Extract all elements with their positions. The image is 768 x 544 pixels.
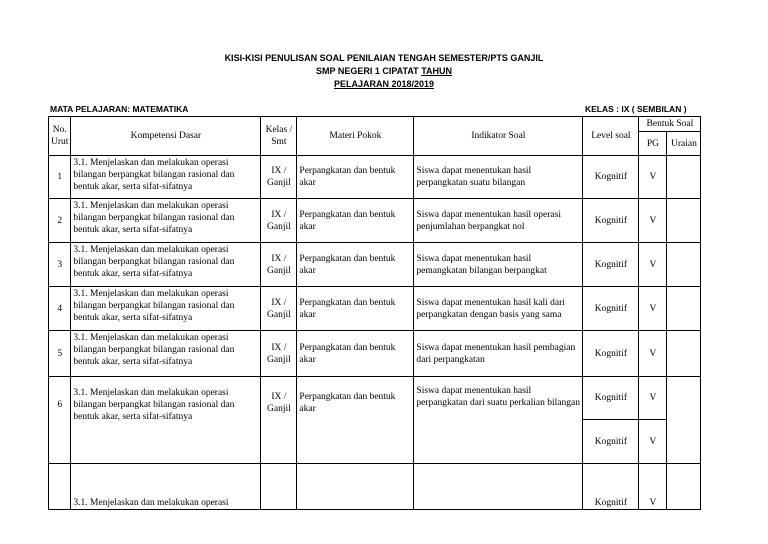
row-uraian [667, 464, 701, 510]
row-kelas: IX / Ganjil [261, 377, 297, 464]
table-row [49, 199, 701, 243]
row-uraian [667, 331, 701, 377]
doc-title-line2 [0, 66, 768, 76]
row-kelas: IX / Ganjil [261, 331, 297, 377]
row-uraian [667, 243, 701, 287]
row-materi: Perpangkatan dan bentuk akar [297, 156, 414, 199]
subject-label: MATA PELAJARAN: MATEMATIKA [50, 104, 189, 114]
row-no: 6 [49, 377, 71, 464]
row-no: 2 [49, 199, 71, 243]
row-uraian [667, 199, 701, 243]
table-row [49, 377, 701, 420]
row-level: Kognitif [583, 420, 639, 464]
row-level: Kognitif [583, 243, 639, 287]
row-pg: V [639, 199, 667, 243]
row-no: 4 [49, 287, 71, 331]
row-kelas: IX / Ganjil [261, 243, 297, 287]
row-kompetensi: 3.1. Menjelaskan dan melakukan operasi [71, 464, 261, 510]
row-indikator: Siswa dapat menentukan hasil pemangkatan bilangan berpangkat [414, 243, 583, 287]
row-indikator: Siswa dapat menentukan hasil perpangkatan suatu bilangan [414, 156, 583, 199]
col-header-pg: PG [639, 132, 667, 156]
row-kompetensi: 3.1. Menjelaskan dan melakukan operasi bilangan berpangkat bilangan rasional dan bentuk akar, serta sifat-sifatnya [71, 199, 261, 243]
row-no: 5 [49, 331, 71, 377]
row-indikator [414, 464, 583, 510]
row-kompetensi: 3.1. Menjelaskan dan melakukan operasi bilangan berpangkat bilangan rasional dan bentuk akar, serta sifat-sifatnya [71, 243, 261, 287]
row-kelas: IX / Ganjil [261, 199, 297, 243]
row-kelas: IX / Ganjil [261, 287, 297, 331]
school-name: SMP NEGERI 1 CIPATAT [315, 66, 419, 76]
row-indikator: Siswa dapat menentukan hasil operasi penjumlahan berpangkat nol [414, 199, 583, 243]
col-header-kompetensi: Kompetensi Dasar [71, 117, 261, 156]
row-level: Kognitif [583, 199, 639, 243]
row-no: 3 [49, 243, 71, 287]
col-header-kelas: Kelas / Smt [261, 117, 297, 156]
row-materi: Perpangkatan dan bentuk akar [297, 287, 414, 331]
row-pg: V [639, 377, 667, 420]
row-materi [297, 464, 414, 510]
row-kompetensi: 3.1. Menjelaskan dan melakukan operasi bilangan berpangkat bilangan rasional dan bentuk akar, serta sifat-sifatnya [71, 287, 261, 331]
row-pg: V [639, 287, 667, 331]
row-uraian [667, 287, 701, 331]
row-no: 1 [49, 156, 71, 199]
row-level: Kognitif [583, 156, 639, 199]
table-row [49, 331, 701, 377]
tahun-label: TAHUN [421, 66, 453, 76]
row-materi: Perpangkatan dan bentuk akar [297, 377, 414, 464]
row-materi: Perpangkatan dan bentuk akar [297, 331, 414, 377]
col-header-level: Level soal [583, 117, 639, 156]
row-level: Kognitif [583, 377, 639, 420]
col-header-materi: Materi Pokok [297, 117, 414, 156]
doc-title-line3 [0, 79, 768, 89]
table-row [49, 287, 701, 331]
table-row [49, 156, 701, 199]
doc-title-line1: KISI-KISI PENULISAN SOAL PENILAIAN TENGAH SEMESTER/PTS GANJIL [224, 53, 544, 63]
class-label: KELAS : IX ( SEMBILAN ) [585, 104, 687, 114]
row-kelas [261, 464, 297, 510]
row-materi: Perpangkatan dan bentuk akar [297, 199, 414, 243]
table-row-partial [49, 464, 701, 510]
table-row [49, 243, 701, 287]
row-pg: V [639, 243, 667, 287]
row-kompetensi: 3.1. Menjelaskan dan melakukan operasi bilangan berpangkat bilangan rasional dan bentuk akar, serta sifat-sifatnya [71, 331, 261, 377]
row-level: Kognitif [583, 331, 639, 377]
row-pg: V [639, 464, 667, 510]
row-indikator: Siswa dapat menentukan hasil kali dari perpangkatan dengan basis yang sama [414, 287, 583, 331]
col-header-uraian: Uraian [667, 132, 701, 156]
col-header-indikator: Indikator Soal [414, 117, 583, 156]
row-kompetensi: 3.1. Menjelaskan dan melakukan operasi bilangan berpangkat bilangan rasional dan bentuk akar, serta sifat-sifatnya [71, 156, 261, 199]
row-level: Kognitif [583, 287, 639, 331]
col-header-bentuk: Bentuk Soal [639, 117, 701, 132]
kisi-kisi-table [48, 116, 701, 510]
row-indikator: Siswa dapat menentukan hasil perpangkatan dari suatu perkalian bilangan [414, 377, 583, 464]
academic-year: PELAJARAN 2018/2019 [333, 79, 435, 89]
row-pg: V [639, 331, 667, 377]
row-kelas: IX / Ganjil [261, 156, 297, 199]
row-materi: Perpangkatan dan bentuk akar [297, 243, 414, 287]
row-pg: V [639, 156, 667, 199]
row-uraian [667, 156, 701, 199]
row-indikator: Siswa dapat menentukan hasil pembagian dari perpangkatan [414, 331, 583, 377]
col-header-no: No. Urut [49, 117, 71, 156]
row-kompetensi: 3.1. Menjelaskan dan melakukan operasi bilangan berpangkat bilangan rasional dan bentuk akar, serta sifat-sifatnya [71, 377, 261, 464]
row-level: Kognitif [583, 464, 639, 510]
row-no [49, 464, 71, 510]
row-pg: V [639, 420, 667, 464]
row-uraian [667, 377, 701, 464]
